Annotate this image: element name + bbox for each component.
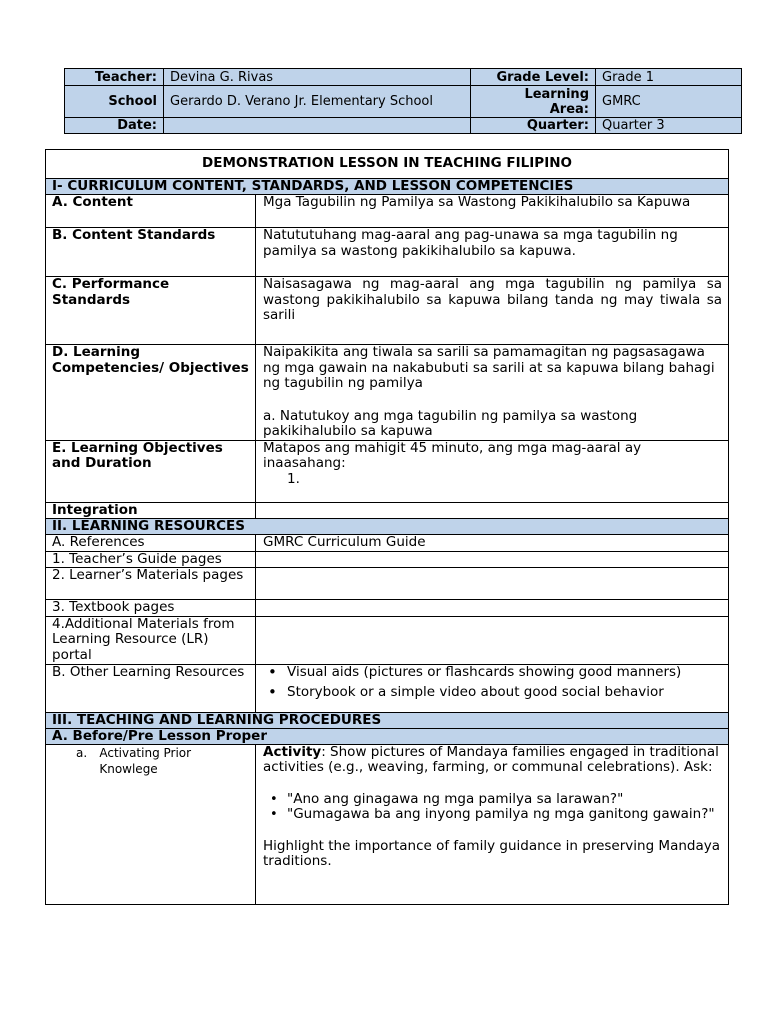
teacher-label: Teacher: (65, 69, 164, 86)
competencies-label: D. Learning Competencies/ Objectives (46, 345, 256, 441)
activity-text: : Show pictures of Mandaya families engaged in traditional activities (e.g., weaving, farming, or communal celebrations). Ask: (263, 743, 719, 775)
competencies-text: Naipakikita ang tiwala sa sarili sa pamamagitan ng pagsasagawa ng mga gawain na nakabubuti sa sarili at sa kapuwa bilang bahagi ng tagubilin ng pamilya (263, 344, 715, 391)
prior-knowledge-cell (46, 744, 256, 904)
performance-standards-value: Naisasagawa ng mag-aaral ang mga tagubilin ng pamilya sa wastong pakikihalubilo sa kapuwa bilang tanda ng may tiwala sa sarili (256, 277, 729, 345)
grade-level-value: Grade 1 (596, 69, 742, 86)
other-resources-label: B. Other Learning Resources (46, 664, 256, 712)
school-value: Gerardo D. Verano Jr. Elementary School (164, 86, 471, 118)
content-value: Mga Tagubilin ng Pamilya sa Wastong Pakikihalubilo sa Kapuwa (256, 195, 729, 228)
content-label: A. Content (46, 195, 256, 228)
objectives-text: Matapos ang mahigit 45 minuto, ang mga mag-aaral ay inaasahang: (263, 439, 642, 471)
content-standards-label: B. Content Standards (46, 228, 256, 277)
teacher-value: Devina G. Rivas (164, 69, 471, 86)
lr-portal-label: 4.Additional Materials from Learning Resource (LR) portal (46, 616, 256, 664)
teachers-guide-value (256, 551, 729, 568)
integration-label: Integration (46, 502, 256, 519)
school-label: School (65, 86, 164, 118)
section-resources-heading: II. LEARNING RESOURCES (46, 519, 729, 535)
activity-question: • "Gumagawa ba ang inyong pamilya ng mga ganitong gawain?" (287, 807, 722, 823)
activity-heading: Activity (263, 743, 322, 760)
date-value (164, 118, 471, 134)
learning-area-label-line1: Learning (524, 86, 589, 102)
performance-standards-label: C. Performance Standards (46, 277, 256, 345)
learning-area-label (471, 86, 596, 118)
activity-question: • "Ano ang ginagawa ng mga pamilya sa larawan?" (287, 792, 722, 808)
other-resource-item: • Visual aids (pictures or flashcards showing good manners) (287, 665, 722, 681)
references-label: A. References (46, 535, 256, 552)
grade-level-label: Grade Level: (471, 69, 596, 86)
content-standards-value: Natututuhang mag-aaral ang pag-unawa sa mga tagubilin ng pamilya sa wastong pakikihalubilo sa kapuwa. (256, 228, 729, 277)
lesson-plan-table (45, 149, 729, 905)
prior-knowledge-label: Activating Prior Knowlege (99, 745, 192, 776)
learning-area-label-line2: Area: (549, 101, 589, 117)
activity-questions (263, 792, 722, 823)
integration-value (256, 502, 729, 519)
objectives-cell (256, 440, 729, 502)
other-resource-item: • Storybook or a simple video about good social behavior (287, 685, 722, 701)
teachers-guide-label: 1. Teacher’s Guide pages (46, 551, 256, 568)
references-value: GMRC Curriculum Guide (256, 535, 729, 552)
textbook-pages-value (256, 600, 729, 617)
learners-materials-value (256, 568, 729, 600)
objectives-item-1: 1. (287, 470, 300, 487)
activity-cell (256, 744, 729, 904)
prior-knowledge-item (52, 745, 249, 777)
date-label: Date: (65, 118, 164, 134)
textbook-pages-label: 3. Textbook pages (46, 600, 256, 617)
learning-area-value: GMRC (596, 86, 742, 118)
section-curriculum-heading: I- CURRICULUM CONTENT, STANDARDS, AND LESSON COMPETENCIES (46, 179, 729, 195)
section-procedures-heading: III. TEACHING AND LEARNING PROCEDURES (46, 712, 729, 728)
competencies-item-a: a. Natutukoy ang mga tagubilin ng pamilya sa wastong pakikihalubilo sa kapuwa (263, 407, 638, 439)
prior-knowledge-marker: a. (76, 745, 88, 760)
objectives-label: E. Learning Objectives and Duration (46, 440, 256, 502)
other-resources-cell (256, 664, 729, 712)
subsection-before-lesson-heading: A. Before/Pre Lesson Proper (46, 728, 729, 744)
activity-highlight: Highlight the importance of family guidance in preserving Mandaya traditions. (263, 837, 721, 869)
quarter-label: Quarter: (471, 118, 596, 134)
quarter-value: Quarter 3 (596, 118, 742, 134)
other-resources-list (263, 665, 722, 701)
lesson-header-table (64, 68, 742, 134)
lr-portal-value (256, 616, 729, 664)
lesson-title: DEMONSTRATION LESSON IN TEACHING FILIPINO (46, 150, 729, 179)
activity-paragraph (263, 745, 722, 776)
competencies-cell (256, 345, 729, 441)
learners-materials-label: 2. Learner’s Materials pages (46, 568, 256, 600)
